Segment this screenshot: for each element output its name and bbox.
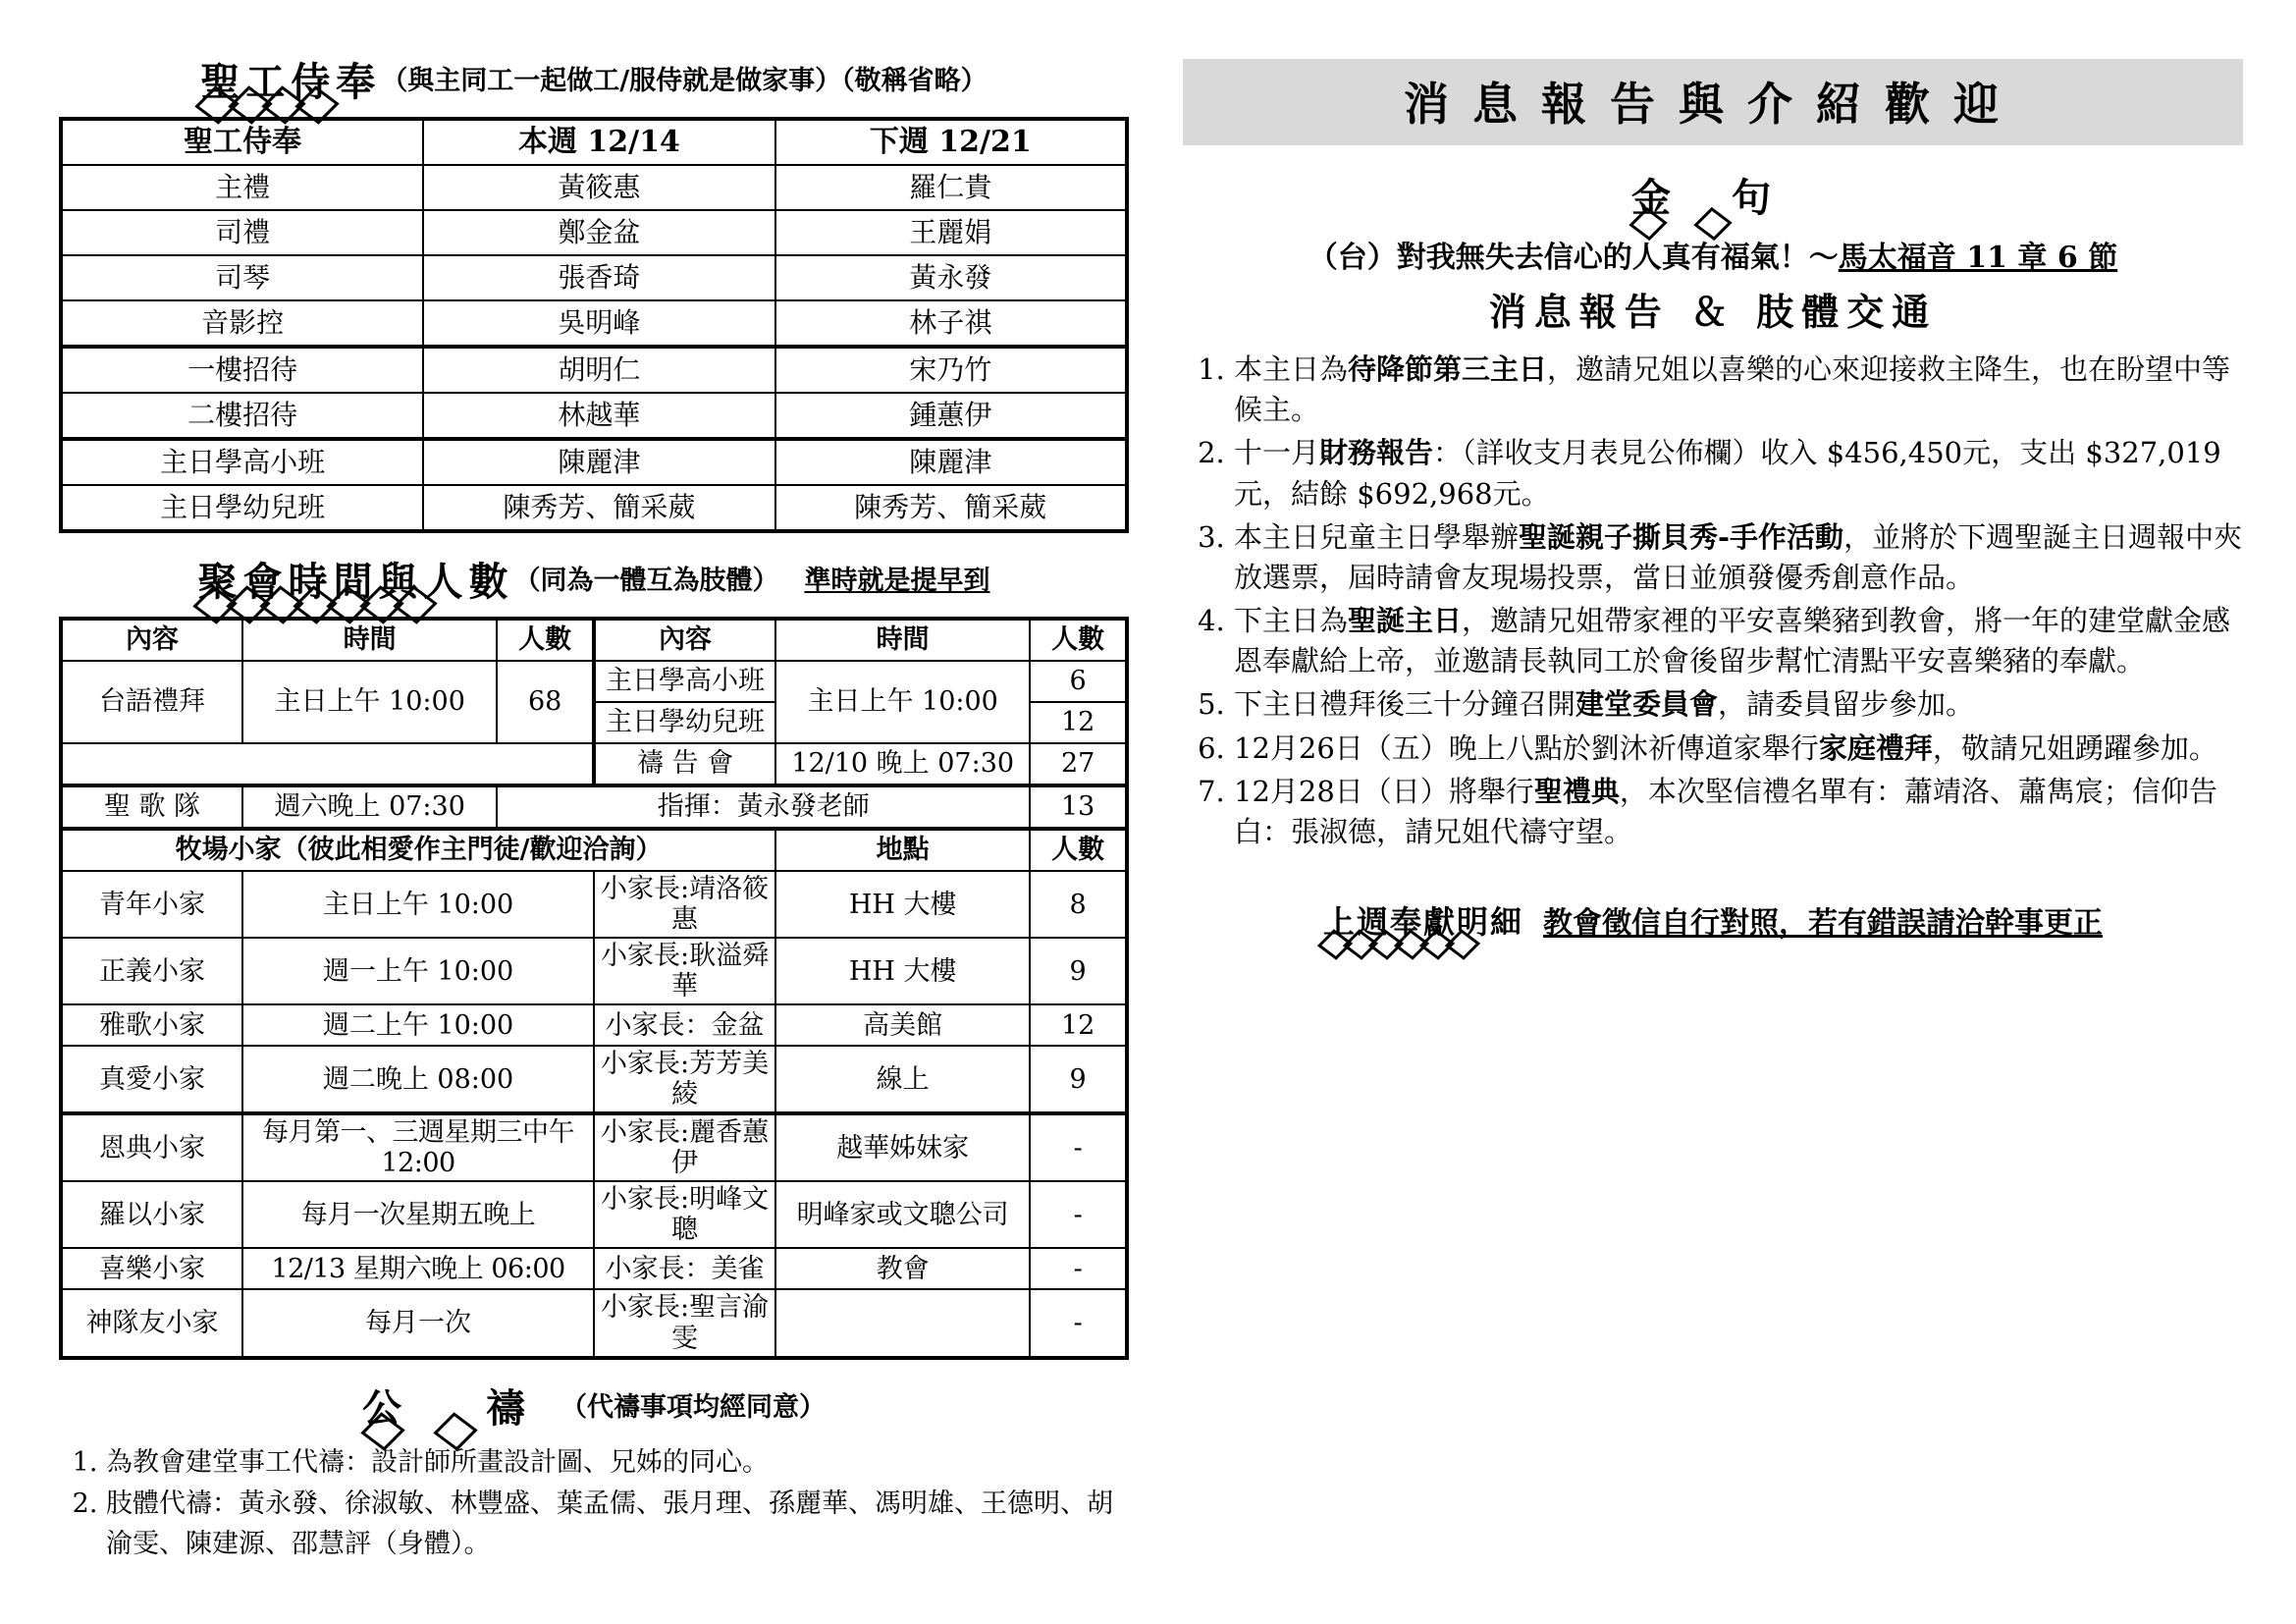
group-place-cell: 高美館	[775, 1004, 1030, 1046]
duty-section-title	[59, 59, 1129, 103]
duty-cell: 黃筱惠	[423, 165, 774, 210]
table-row	[61, 485, 1127, 531]
announcement-emphasis: 聖禮典	[1533, 774, 1620, 808]
duty-cell: 羅仁貴	[775, 165, 1127, 210]
choir-leader-cell: 指揮：黃永發老師	[497, 785, 1030, 829]
group-name-cell: 恩典小家	[61, 1113, 242, 1181]
prayer-meeting-time-cell: 12/10 晚上 07:30	[775, 743, 1030, 785]
table-row	[61, 785, 1127, 829]
list-item	[1234, 684, 2243, 725]
group-leader-cell: 小家長:麗香蕙伊	[594, 1113, 775, 1181]
duty-title-text: 聖工侍奉	[200, 59, 382, 105]
meeting-header-cell: 時間	[242, 619, 497, 661]
duty-header-cell: 本週 12/14	[423, 119, 774, 165]
duty-header-cell: 聖工侍奉	[61, 119, 423, 165]
announcement-banner: 消息報告與介紹歡迎	[1183, 59, 2243, 145]
duty-cell: 二樓招待	[61, 393, 423, 439]
group-place-cell: 越華姊妹家	[775, 1113, 1030, 1181]
prayer-meeting-name-cell: 禱 告 會	[594, 743, 775, 785]
table-row	[61, 439, 1127, 485]
meeting-title-note: 準時就是提早到	[804, 566, 990, 596]
class-count-cell: 6	[1030, 661, 1127, 702]
announcement-text: ，本次堅信禮名單有：蕭靖洛、蕭雋宸；信仰告白：張淑德，請兄姐代禱守望。	[1234, 774, 2217, 848]
group-leader-cell: 小家長:靖洛筱惠	[594, 871, 775, 938]
list-item: 1. 為教會建堂事工代禱：設計師所畫設計圖、兄姊的同心。	[106, 1443, 1129, 1484]
golden-title-text: 金 句	[1631, 175, 1794, 221]
announcement-text: ，請委員留步參加。	[1718, 687, 1975, 722]
left-column	[59, 59, 1129, 1566]
choir-count-cell: 13	[1030, 785, 1127, 829]
announcement-text: 十一月	[1234, 436, 1320, 470]
group-leader-cell: 小家長:芳芳美綾	[594, 1046, 775, 1113]
duty-title-decorated	[200, 59, 382, 105]
announcement-text: 下主日為	[1234, 604, 1349, 638]
group-name-cell: 雅歌小家	[61, 1004, 242, 1046]
group-place-cell: HH 大樓	[775, 938, 1030, 1004]
prayer-meeting-count-cell: 27	[1030, 743, 1127, 785]
meeting-header-cell: 人數	[497, 619, 594, 661]
duty-cell: 張香琦	[423, 255, 774, 300]
class-count-cell: 12	[1030, 702, 1127, 743]
list-item	[1234, 517, 2243, 598]
group-time-cell: 每月第一、三週星期三中午 12:00	[242, 1113, 594, 1181]
meeting-header-cell: 內容	[61, 619, 242, 661]
group-leader-cell: 小家長:聖言渝雯	[594, 1289, 775, 1357]
group-name-cell: 神隊友小家	[61, 1289, 242, 1357]
group-count-cell: -	[1030, 1248, 1127, 1289]
meeting-header-cell: 人數	[1030, 619, 1127, 661]
group-name-cell: 正義小家	[61, 938, 242, 1004]
meeting-header-cell: 內容	[594, 619, 775, 661]
group-place-header: 地點	[775, 829, 1030, 871]
prayer-list	[59, 1443, 1129, 1565]
duty-cell: 王麗娟	[775, 210, 1127, 255]
duty-title-subtitle: （與主同工一起做工/服侍就是做家事）（敬稱省略）	[381, 66, 988, 96]
class-time-cell: 主日上午 10:00	[775, 661, 1030, 743]
group-name-cell: 青年小家	[61, 871, 242, 938]
group-place-cell: 教會	[775, 1248, 1030, 1289]
announcement-text: ：（詳收支月表見公佈欄）收入 $456,450元，支出 $327,019元，結餘 $692,968元。	[1234, 436, 2221, 511]
table-row	[61, 393, 1127, 439]
prayer-title-text: 公 禱	[362, 1384, 561, 1432]
duty-cell: 宋乃竹	[775, 347, 1127, 393]
table-row	[61, 1004, 1127, 1046]
group-name-cell: 喜樂小家	[61, 1248, 242, 1289]
table-row	[61, 165, 1127, 210]
announcement-text: 下主日禮拜後三十分鐘召開	[1234, 687, 1576, 722]
class-name-cell: 主日學高小班	[594, 661, 775, 702]
duty-cell: 陳秀芳、簡采葳	[775, 485, 1127, 531]
announcement-emphasis: 待降節第三主日	[1348, 352, 1548, 386]
right-column	[1183, 59, 2243, 943]
duty-cell: 黃永發	[775, 255, 1127, 300]
duty-cell: 鍾蕙伊	[775, 393, 1127, 439]
group-time-cell: 每月一次	[242, 1289, 594, 1357]
diamond-deco-icon	[1323, 933, 1474, 956]
meeting-title-text: 聚會時間與人數	[197, 559, 514, 605]
verse-text: （台）對我無失去信心的人真有福氣！～	[1308, 241, 1839, 275]
table-row	[61, 938, 1127, 1004]
announcement-text: ，敬請兄姐踴躍參加。	[1932, 731, 2217, 765]
offering-label: 上週奉獻明細	[1322, 903, 1523, 942]
prayer-title-subtitle: （代禱事項均經同意）	[560, 1391, 826, 1423]
duty-cell: 司琴	[61, 255, 423, 300]
announcement-text: 本主日兒童主日學舉辦	[1234, 519, 1520, 554]
verse-reference: 馬太福音 11 章 6 節	[1838, 241, 2118, 275]
table-row	[61, 1181, 1127, 1248]
empty-cell	[61, 743, 594, 785]
table-row	[61, 1248, 1127, 1289]
announcement-text: 12月26日（五）晚上八點於劉沐祈傳道家舉行	[1234, 731, 1819, 765]
announcement-text: 12月28日（日）將舉行	[1234, 774, 1534, 808]
group-place-cell: 明峰家或文聰公司	[775, 1181, 1030, 1248]
group-count-cell: -	[1030, 1181, 1127, 1248]
group-leader-cell: 小家長：美雀	[594, 1248, 775, 1289]
group-count-cell: 8	[1030, 871, 1127, 938]
group-name-cell: 真愛小家	[61, 1046, 242, 1113]
prayer-section-title	[59, 1385, 1129, 1430]
table-row	[61, 255, 1127, 300]
table-row	[61, 210, 1127, 255]
service-time-cell: 主日上午 10:00	[242, 661, 497, 743]
duty-cell: 吳明峰	[423, 300, 774, 347]
group-count-cell: -	[1030, 1289, 1127, 1357]
duty-cell: 林越華	[423, 393, 774, 439]
announcement-emphasis: 聖誕親子撕貝秀-手作活動	[1519, 519, 1844, 554]
duty-cell: 主日學高小班	[61, 439, 423, 485]
announcement-emphasis: 財務報告	[1319, 436, 1434, 470]
group-leader-cell: 小家長:耿溢舜華	[594, 938, 775, 1004]
diamond-deco-icon	[1635, 211, 1726, 237]
meeting-header-row	[61, 619, 1127, 661]
golden-title-decorated	[1631, 167, 1794, 223]
meeting-title-decorated	[197, 559, 514, 605]
meeting-title-subtitle: （同為一體互為肢體）	[513, 566, 779, 596]
group-header-row	[61, 829, 1127, 871]
offering-detail-line	[1183, 897, 2243, 943]
offering-label-decorated	[1323, 897, 1523, 943]
announcements-title: 消息報告 ＆ 肢體交通	[1488, 290, 1938, 334]
table-row	[61, 1113, 1127, 1181]
group-count-cell: 9	[1030, 1046, 1127, 1113]
duty-cell: 陳麗津	[423, 439, 774, 485]
duty-header-cell: 下週 12/21	[775, 119, 1127, 165]
list-item	[1234, 433, 2243, 514]
list-item	[1234, 601, 2243, 681]
group-section-header: 牧場小家（彼此相愛作主門徒/歡迎洽詢）	[61, 829, 775, 871]
duty-cell: 胡明仁	[423, 347, 774, 393]
duty-cell: 音影控	[61, 300, 423, 347]
table-row	[61, 661, 1127, 702]
list-item	[1234, 772, 2243, 852]
prayer-title-decorated	[362, 1384, 561, 1432]
group-time-cell: 週二上午 10:00	[242, 1004, 594, 1046]
service-count-cell: 68	[497, 661, 594, 743]
duty-header-row	[61, 119, 1127, 165]
duty-cell: 陳麗津	[775, 439, 1127, 485]
duty-cell: 林子祺	[775, 300, 1127, 347]
list-item	[1234, 729, 2243, 769]
table-row	[61, 1289, 1127, 1357]
choir-name-cell: 聖 歌 隊	[61, 785, 242, 829]
group-time-cell: 週二晚上 08:00	[242, 1046, 594, 1113]
group-place-cell	[775, 1289, 1030, 1357]
duty-table	[59, 117, 1129, 533]
duty-cell: 主禮	[61, 165, 423, 210]
meeting-header-cell: 時間	[775, 619, 1030, 661]
announcement-text: ，邀請兄姐帶家裡的平安喜樂豬到教會，將一年的建堂獻金感恩奉獻給上帝，並邀請長執同工於會後留步幫忙清點平安喜樂豬的奉獻。	[1234, 604, 2231, 678]
choir-time-cell: 週六晚上 07:30	[242, 785, 497, 829]
list-item: 2. 肢體代禱：黃永發、徐淑敏、林豐盛、葉孟儒、張月理、孫麗華、馮明雄、王德明、胡渝雯、陳建源、邵慧評（身體）。	[106, 1485, 1129, 1564]
announcement-text: 本主日為	[1234, 352, 1349, 386]
group-name-cell: 羅以小家	[61, 1181, 242, 1248]
group-count-cell: 9	[1030, 938, 1127, 1004]
list-item	[1234, 350, 2243, 430]
group-leader-cell: 小家長:明峰文聰	[594, 1181, 775, 1248]
table-row	[61, 347, 1127, 393]
table-row	[61, 300, 1127, 347]
meeting-section-title	[59, 559, 1129, 603]
group-place-cell: HH 大樓	[775, 871, 1030, 938]
announcement-emphasis: 家庭禮拜	[1818, 731, 1933, 765]
duty-cell: 鄭金盆	[423, 210, 774, 255]
offering-note: 教會徵信自行對照，若有錯誤請洽幹事更正	[1543, 906, 2103, 942]
announcement-emphasis: 建堂委員會	[1575, 687, 1719, 722]
group-time-cell: 週一上午 10:00	[242, 938, 594, 1004]
announcement-text: ，邀請兄姐以喜樂的心來迎接救主降生，也在盼望中等候主。	[1234, 352, 2231, 427]
table-row	[61, 871, 1127, 938]
duty-cell: 主日學幼兒班	[61, 485, 423, 531]
duty-cell: 一樓招待	[61, 347, 423, 393]
group-count-cell: 12	[1030, 1004, 1127, 1046]
service-name-cell: 台語禮拜	[61, 661, 242, 743]
table-row	[61, 743, 1127, 785]
meeting-table	[59, 617, 1129, 1360]
duty-cell: 陳秀芳、簡采葳	[423, 485, 774, 531]
group-leader-cell: 小家長：金盆	[594, 1004, 775, 1046]
group-place-cell: 線上	[775, 1046, 1030, 1113]
group-time-cell: 主日上午 10:00	[242, 871, 594, 938]
announcement-text: ，並將於下週聖誕主日週報中夾放選票，屆時請會友現場投票，當日並頒發優秀創意作品。	[1234, 519, 2243, 594]
announcement-emphasis: 聖誕主日	[1348, 604, 1463, 638]
golden-verse-title	[1183, 167, 2243, 223]
duty-cell: 司禮	[61, 210, 423, 255]
announcements-list	[1183, 350, 2243, 852]
group-count-cell: -	[1030, 1113, 1127, 1181]
table-row	[61, 1046, 1127, 1113]
class-name-cell: 主日學幼兒班	[594, 702, 775, 743]
group-time-cell: 12/13 星期六晚上 06:00	[242, 1248, 594, 1289]
group-count-header: 人數	[1030, 829, 1127, 871]
group-time-cell: 每月一次星期五晚上	[242, 1181, 594, 1248]
